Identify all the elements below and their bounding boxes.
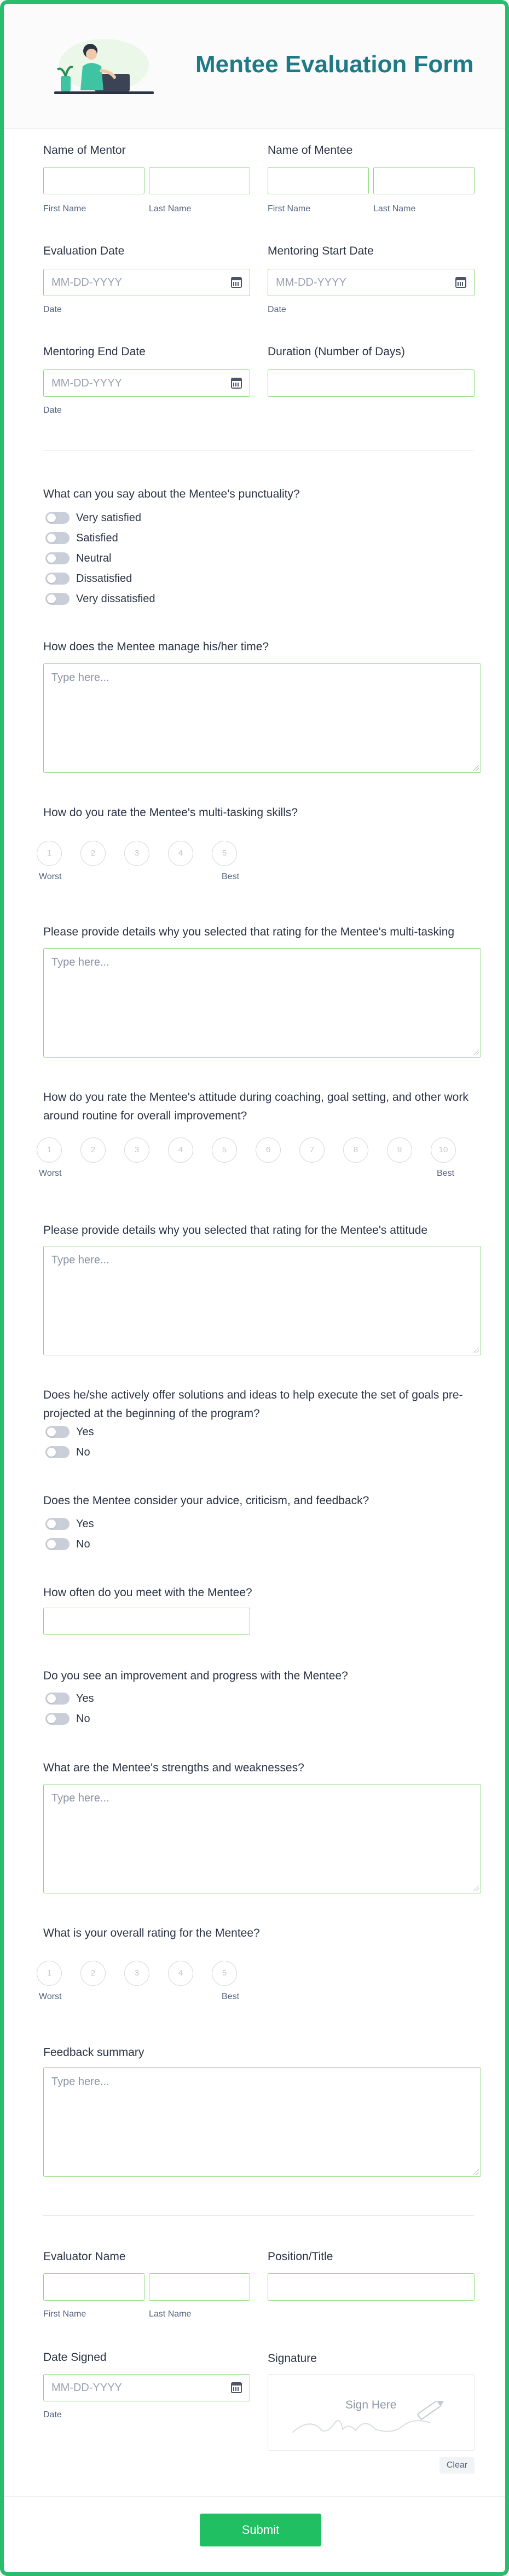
- punctuality-option[interactable]: [45, 510, 141, 526]
- mentoring-start-input[interactable]: [268, 269, 475, 296]
- mentoring-start-placeholder: MM-DD-YYYY: [276, 276, 346, 288]
- evaluation-date-placeholder: MM-DD-YYYY: [51, 276, 122, 288]
- evaluation-date-label: Evaluation Date: [43, 245, 125, 257]
- section-divider: [43, 2215, 474, 2216]
- scale-worst-label: Worst: [39, 1169, 62, 1178]
- feedback-summary-textarea[interactable]: [43, 2067, 481, 2177]
- resize-handle-icon[interactable]: [473, 765, 479, 771]
- toggle-switch[interactable]: [45, 1713, 70, 1725]
- rating-option[interactable]: 5: [212, 1137, 237, 1163]
- time-management-question: How does the Mentee manage his/her time?: [43, 640, 269, 653]
- option-label: Very satisfied: [76, 511, 141, 524]
- solutions-question: Does he/she actively offer solutions and ideas to help execute the set of goals pre-projected at the beginning of the program?: [43, 1389, 463, 1420]
- option-label: Yes: [76, 1692, 94, 1705]
- attitude-question: How do you rate the Mentee's attitude during coaching, goal setting, and other work around routine for overall improvement?: [43, 1091, 468, 1122]
- mentoring-end-sublabel: Date: [43, 406, 62, 415]
- overall-rating-question: What is your overall rating for the Mentee?: [43, 1927, 260, 1939]
- option-label: Yes: [76, 1517, 94, 1530]
- evaluator-last-name-sublabel: Last Name: [149, 2309, 192, 2319]
- progress-option[interactable]: [45, 1711, 90, 1727]
- rating-option[interactable]: 7: [299, 1137, 325, 1163]
- solutions-option[interactable]: [45, 1424, 94, 1440]
- multitasking-details-question: Please provide details why you selected that rating for the Mentee's multi-tasking: [43, 926, 455, 938]
- mentee-last-name-sublabel: Last Name: [373, 204, 416, 213]
- option-label: Satisfied: [76, 532, 118, 544]
- punctuality-option[interactable]: [45, 550, 111, 567]
- progress-option[interactable]: [45, 1690, 94, 1707]
- position-title-input[interactable]: [268, 2273, 475, 2301]
- attitude-details-question: Please provide details why you selected that rating for the Mentee's attitude: [43, 1224, 428, 1237]
- meet-frequency-input[interactable]: [43, 1608, 250, 1635]
- feedback-summary-question: Feedback summary: [43, 2046, 144, 2059]
- progress-question: Do you see an improvement and progress with the Mentee?: [43, 1670, 348, 1682]
- clear-signature-button[interactable]: Clear: [439, 2457, 475, 2474]
- rating-option[interactable]: 1: [37, 1137, 62, 1163]
- mentee-name-label: Name of Mentee: [268, 144, 353, 157]
- footer-divider: [4, 2496, 505, 2497]
- advice-question: Does the Mentee consider your advice, criticism, and feedback?: [43, 1494, 369, 1507]
- meet-frequency-question: How often do you meet with the Mentee?: [43, 1586, 252, 1599]
- mentor-illustration: [52, 38, 156, 97]
- strengths-question: What are the Mentee's strengths and weaknesses?: [43, 1761, 304, 1774]
- toggle-switch[interactable]: [45, 552, 70, 564]
- mentee-last-name-input[interactable]: [373, 167, 475, 194]
- time-management-textarea[interactable]: [43, 663, 481, 773]
- rating-option[interactable]: 8: [343, 1137, 368, 1163]
- mentoring-end-label: Mentoring End Date: [43, 345, 146, 358]
- mentoring-end-placeholder: MM-DD-YYYY: [51, 377, 122, 389]
- date-signed-placeholder: MM-DD-YYYY: [51, 2382, 122, 2394]
- duration-label: Duration (Number of Days): [268, 345, 405, 358]
- textarea-placeholder: Type here...: [51, 672, 109, 684]
- duration-input[interactable]: [268, 369, 475, 397]
- multitasking-details-textarea[interactable]: [43, 948, 481, 1058]
- signature-label: Signature: [268, 2352, 317, 2365]
- advice-option[interactable]: [45, 1536, 90, 1552]
- evaluator-last-name-input[interactable]: [149, 2273, 250, 2301]
- toggle-switch[interactable]: [45, 1446, 70, 1458]
- scale-best-label: Best: [222, 1992, 240, 2001]
- rating-option[interactable]: 6: [256, 1137, 281, 1163]
- rating-option[interactable]: 1: [37, 1961, 62, 1986]
- toggle-switch[interactable]: [45, 1693, 70, 1705]
- textarea-placeholder: Type here...: [51, 2076, 109, 2088]
- mentor-first-name-input[interactable]: [43, 167, 144, 194]
- multitasking-question: How do you rate the Mentee's multi-tasking skills?: [43, 806, 298, 819]
- scale-worst-label: Worst: [39, 1992, 62, 2001]
- calendar-icon[interactable]: [231, 2382, 242, 2393]
- resize-handle-icon[interactable]: [473, 2169, 479, 2175]
- option-label: No: [76, 1712, 90, 1725]
- toggle-switch[interactable]: [45, 1538, 70, 1550]
- resize-handle-icon[interactable]: [473, 1348, 479, 1353]
- position-title-label: Position/Title: [268, 2250, 333, 2263]
- mentor-last-name-input[interactable]: [149, 167, 250, 194]
- toggle-switch[interactable]: [45, 532, 70, 544]
- rating-option[interactable]: 10: [431, 1137, 456, 1163]
- mentee-first-name-input[interactable]: [268, 167, 369, 194]
- mentor-first-name-sublabel: First Name: [43, 204, 86, 213]
- mentoring-start-sublabel: Date: [268, 305, 286, 314]
- scale-worst-label: Worst: [39, 872, 62, 881]
- strengths-textarea[interactable]: [43, 1784, 481, 1893]
- scale-best-label: Best: [437, 1169, 455, 1178]
- rating-option[interactable]: 4: [168, 1137, 193, 1163]
- punctuality-question: What can you say about the Mentee's punctuality?: [43, 488, 300, 500]
- calendar-icon[interactable]: [231, 378, 242, 389]
- rating-option[interactable]: 2: [80, 841, 106, 866]
- mentoring-end-input[interactable]: [43, 369, 250, 397]
- date-signed-sublabel: Date: [43, 2410, 62, 2419]
- rating-option[interactable]: 1: [37, 841, 62, 866]
- rating-option[interactable]: 3: [124, 1137, 149, 1163]
- toggle-switch[interactable]: [45, 1426, 70, 1438]
- signature-placeholder: Sign Here: [345, 2399, 397, 2411]
- mentor-name-label: Name of Mentor: [43, 144, 126, 157]
- toggle-switch[interactable]: [45, 593, 70, 605]
- toggle-switch[interactable]: [45, 512, 70, 524]
- solutions-option[interactable]: [45, 1444, 90, 1460]
- toggle-switch[interactable]: [45, 1518, 70, 1530]
- evaluation-date-input[interactable]: [43, 269, 250, 296]
- rating-option[interactable]: 4: [168, 1961, 193, 1986]
- resize-handle-icon[interactable]: [473, 1886, 479, 1891]
- rating-option[interactable]: 4: [168, 841, 193, 866]
- scale-best-label: Best: [222, 872, 240, 881]
- rating-option[interactable]: 5: [212, 841, 237, 866]
- rating-option[interactable]: 3: [124, 1961, 149, 1986]
- advice-option[interactable]: [45, 1516, 94, 1532]
- date-signed-input[interactable]: [43, 2374, 250, 2401]
- form-header: [4, 4, 505, 129]
- calendar-icon[interactable]: [231, 277, 242, 288]
- rating-option[interactable]: 2: [80, 1137, 106, 1163]
- rating-option[interactable]: 5: [212, 1961, 237, 1986]
- signature-pad[interactable]: [268, 2374, 475, 2451]
- evaluation-date-sublabel: Date: [43, 305, 62, 314]
- textarea-placeholder: Type here...: [51, 1792, 109, 1804]
- mentee-first-name-sublabel: First Name: [268, 204, 311, 213]
- option-label: No: [76, 1446, 90, 1458]
- textarea-placeholder: Type here...: [51, 1254, 109, 1266]
- rating-option[interactable]: 2: [80, 1961, 106, 1986]
- textarea-placeholder: Type here...: [51, 956, 109, 968]
- rating-option[interactable]: 3: [124, 841, 149, 866]
- option-label: No: [76, 1538, 90, 1550]
- option-label: Neutral: [76, 552, 112, 564]
- evaluator-first-name-sublabel: First Name: [43, 2309, 86, 2319]
- punctuality-option[interactable]: [45, 530, 118, 546]
- punctuality-option[interactable]: [45, 570, 132, 587]
- date-signed-label: Date Signed: [43, 2351, 107, 2364]
- option-label: Dissatisfied: [76, 572, 132, 585]
- form-title: Mentee Evaluation Form: [195, 51, 474, 78]
- attitude-details-textarea[interactable]: [43, 1246, 481, 1355]
- section-divider: [43, 450, 474, 451]
- option-label: Yes: [76, 1425, 94, 1438]
- toggle-switch[interactable]: [45, 573, 70, 585]
- submit-button[interactable]: Submit: [200, 2514, 321, 2546]
- punctuality-option[interactable]: [45, 591, 155, 607]
- rating-option[interactable]: 9: [387, 1137, 412, 1163]
- calendar-icon[interactable]: [455, 277, 466, 288]
- evaluator-first-name-input[interactable]: [43, 2273, 144, 2301]
- evaluator-name-label: Evaluator Name: [43, 2250, 126, 2263]
- mentor-last-name-sublabel: Last Name: [149, 204, 192, 213]
- option-label: Very dissatisfied: [76, 592, 155, 605]
- mentoring-start-label: Mentoring Start Date: [268, 245, 374, 257]
- resize-handle-icon[interactable]: [473, 1050, 479, 1055]
